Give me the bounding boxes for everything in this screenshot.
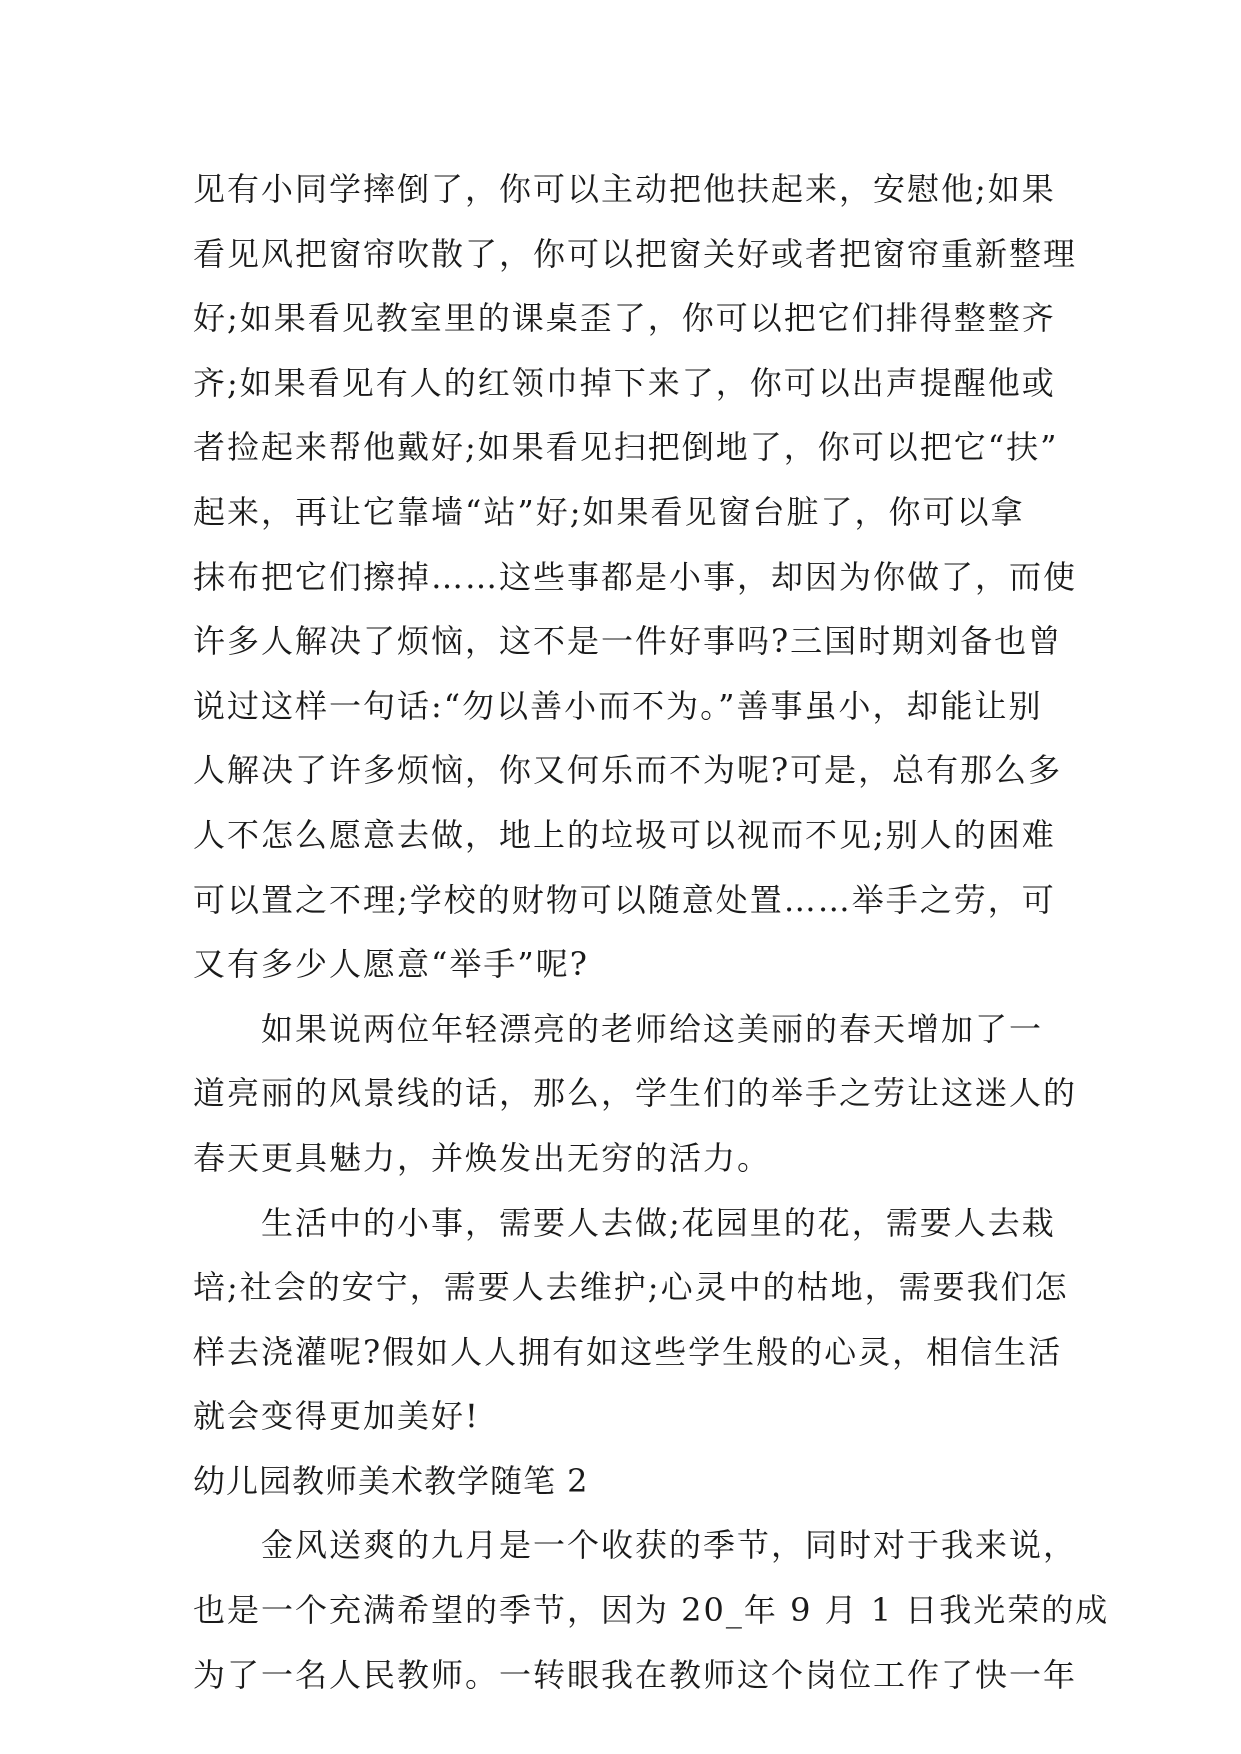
text-line: 抹布把它们擦掉……这些事都是小事，却因为你做了，而使 xyxy=(193,557,1078,596)
text-line: 就会变得更加美好! xyxy=(193,1397,480,1436)
text-line: 人解决了许多烦恼，你又何乐而不为呢?可是，总有那么多 xyxy=(193,751,1063,790)
text-line: 样去浇灌呢?假如人人拥有如这些学生般的心灵，相信生活 xyxy=(193,1332,1063,1371)
paragraph-start-line: 生活中的小事，需要人去做;花园里的花，需要人去栽 xyxy=(193,1203,1056,1242)
text-line: 说过这样一句话:“勿以善小而不为。”善事虽小，却能让别 xyxy=(193,686,1043,725)
body-text xyxy=(193,157,1110,1707)
text-line: 为了一名人民教师。一转眼我在教师这个岗位工作了快一年 xyxy=(193,1655,1078,1694)
text-line: 春天更具魅力，并焕发出无穷的活力。 xyxy=(193,1138,772,1177)
text-line: 起来，再让它靠墙“站”好;如果看见窗台脏了，你可以拿 xyxy=(193,492,1025,531)
text-line: 见有小同学摔倒了，你可以主动把他扶起来，安慰他;如果 xyxy=(193,170,1056,208)
text-line: 培;社会的安宁，需要人去维护;心灵中的枯地，需要我们怎 xyxy=(193,1268,1069,1307)
text-line: 又有多少人愿意“举手”呢? xyxy=(193,945,589,984)
text-line: 人不怎么愿意去做，地上的垃圾可以视而不见;别人的困难 xyxy=(193,815,1056,854)
section-heading: 幼儿园教师美术教学随笔 2 xyxy=(193,1461,589,1500)
text-line: 许多人解决了烦恼，这不是一件好事吗?三国时期刘备也曾 xyxy=(193,622,1063,661)
paragraph-start-line: 如果说两位年轻漂亮的老师给这美丽的春天增加了一 xyxy=(193,1009,1044,1048)
text-line: 者捡起来帮他戴好;如果看见扫把倒地了，你可以把它“扶” xyxy=(193,428,1059,467)
text-line: 齐;如果看见有人的红领巾掉下来了，你可以出声提醒他或 xyxy=(193,363,1056,402)
text-line: 好;如果看见教室里的课桌歪了，你可以把它们排得整整齐 xyxy=(193,299,1056,338)
paragraph-start-line: 金风送爽的九月是一个收获的季节，同时对于我来说， xyxy=(193,1526,1078,1565)
text-line: 也是一个充满希望的季节，因为 20_年 9 月 1 日我光荣的成 xyxy=(193,1591,1110,1630)
text-line: 可以置之不理;学校的财物可以随意处置……举手之劳，可 xyxy=(193,880,1056,919)
text-line: 道亮丽的风景线的话，那么，学生们的举手之劳让这迷人的 xyxy=(193,1074,1078,1113)
text-line: 看见风把窗帘吹散了，你可以把窗关好或者把窗帘重新整理 xyxy=(193,234,1078,273)
